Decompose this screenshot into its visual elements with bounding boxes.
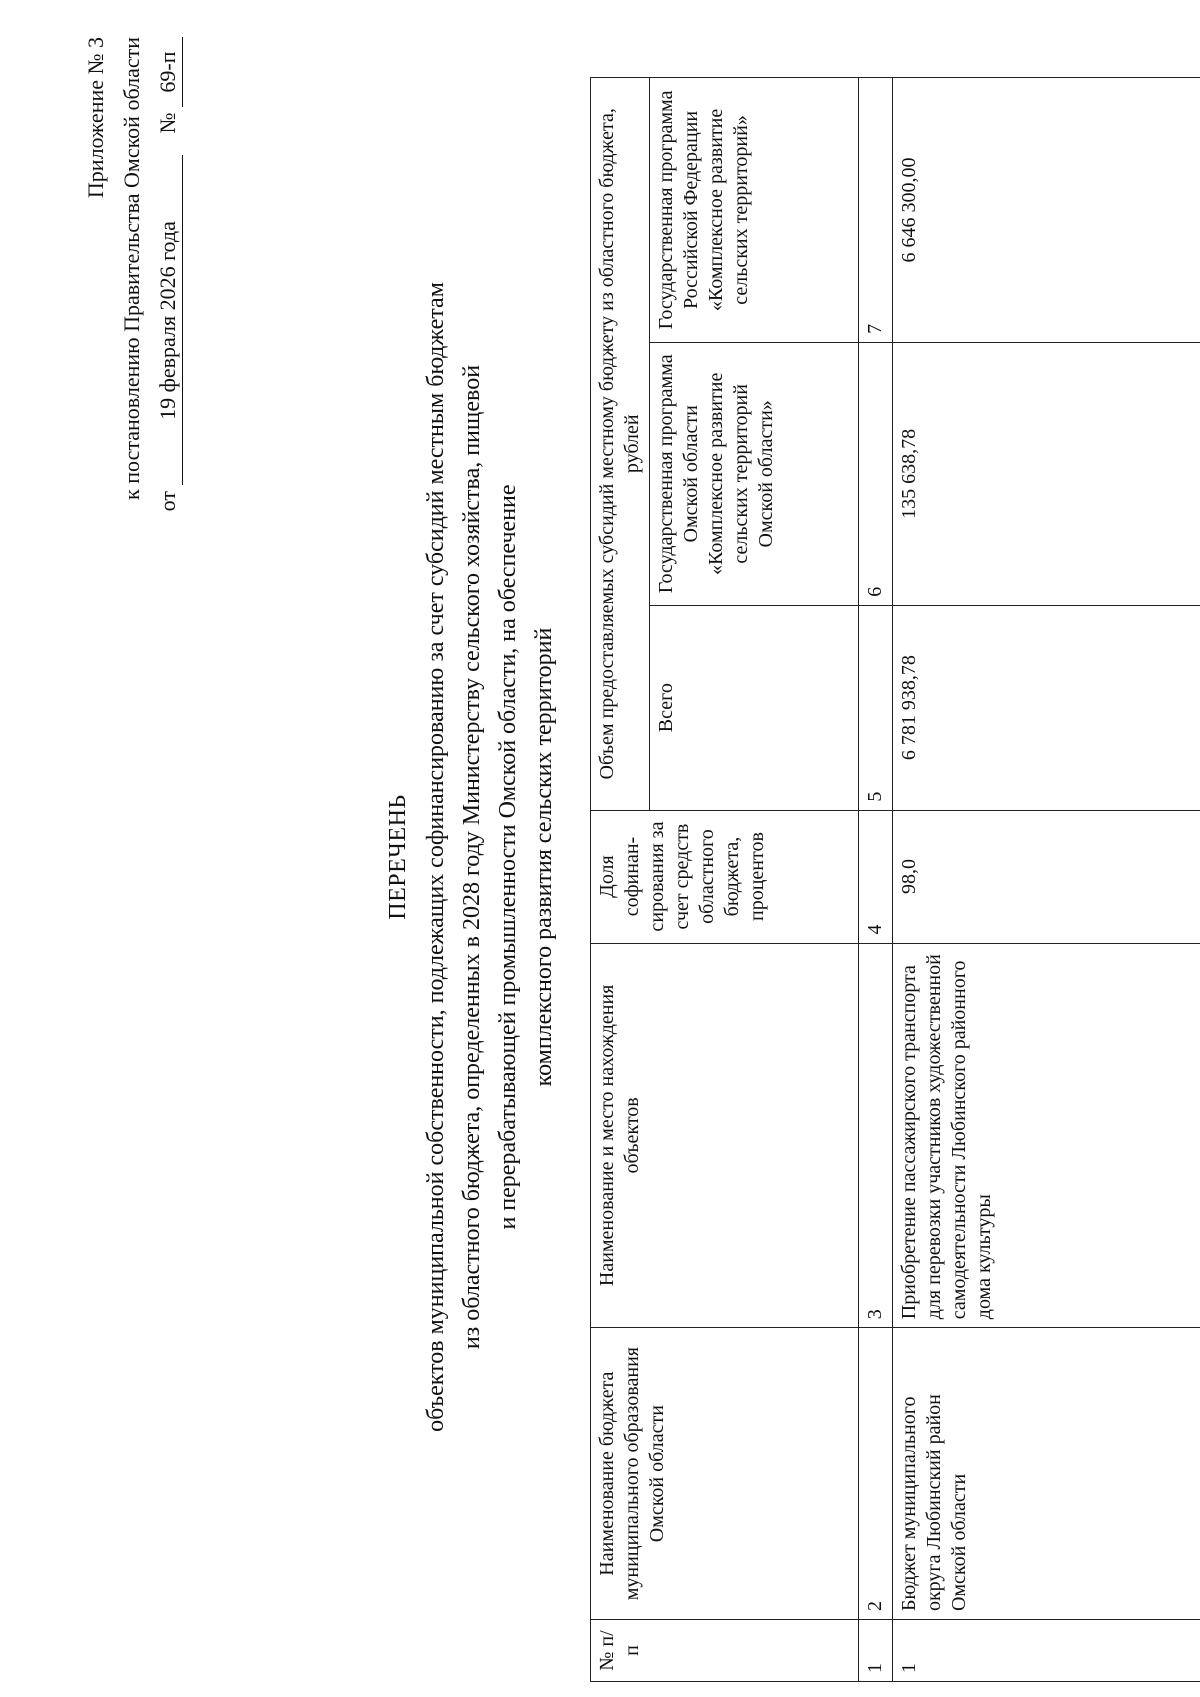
header-total: Всего xyxy=(650,605,859,810)
header-num: № п/п xyxy=(591,1620,859,1682)
row-federal: 6 646 300,00 xyxy=(893,78,1200,343)
title-line-3: и перерабатывающей промышленности Омской области, на обеспечение xyxy=(495,484,521,1230)
row-regional: 135 638,78 xyxy=(893,342,1200,605)
row-total: 6 781 938,78 xyxy=(893,605,1200,810)
from-label: от xyxy=(155,491,180,512)
column-number-row xyxy=(859,78,893,1682)
column-number: 7 xyxy=(859,78,893,343)
column-number: 5 xyxy=(859,605,893,810)
column-number: 2 xyxy=(859,1328,893,1620)
row-object-name: Приобретение пассажирского транспорта для перевозки участников художественной самодеятельности Любинского районного дома культуры xyxy=(893,943,1200,1328)
objects-table xyxy=(590,77,1200,1682)
resolution-date: 19 февраля 2026 года xyxy=(154,156,183,486)
column-number: 3 xyxy=(859,943,893,1328)
number-label: № xyxy=(155,112,180,134)
header-share: Доля софинан-сирования за счет средств областного бюджета, процентов xyxy=(591,810,859,943)
row-num: 1 xyxy=(893,1620,1200,1682)
title-heading: ПЕРЕЧЕНЬ xyxy=(385,794,411,920)
document-title xyxy=(380,157,562,1557)
header-budget-name: Наименование бюджета муниципального образования Омской области xyxy=(591,1328,859,1620)
appendix-reference: к постановлению Правительства Омской области xyxy=(119,37,144,500)
row-share: 98,0 xyxy=(893,810,1200,943)
table-row xyxy=(893,78,1200,1682)
header-object-name: Наименование и место нахождения объектов xyxy=(591,943,859,1328)
resolution-number: 69-п xyxy=(154,37,183,107)
header-volume: Объем предоставляемых субсидий местному бюджету из областного бюджета, рублей xyxy=(591,78,650,811)
column-number: 4 xyxy=(859,810,893,943)
appendix-block xyxy=(78,37,186,657)
appendix-number: Приложение № 3 xyxy=(83,37,108,199)
column-number: 1 xyxy=(859,1620,893,1682)
header-regional-program: Государственная программа Омской области «Комплексное развитие сельских территорий Омской области» xyxy=(650,342,859,605)
appendix-date-line xyxy=(150,37,186,657)
header-row-1 xyxy=(591,78,650,1682)
row-budget-name: Бюджет муниципального округа Любинский район Омской области xyxy=(893,1328,1200,1620)
column-number: 6 xyxy=(859,342,893,605)
title-line-2: из областного бюджета, определенных в 2028 году Министерству сельского хозяйства, пищевой xyxy=(459,364,485,1350)
title-line-1: объектов муниципальной собственности, подлежащих софинансированию за счет субсидий местным бюджетам xyxy=(423,282,449,1432)
title-line-4: комплексного развития сельских территорий xyxy=(531,627,557,1087)
header-federal-program: Государственная программа Российской Федерации «Комплексное развитие сельских территорий» xyxy=(650,78,859,343)
